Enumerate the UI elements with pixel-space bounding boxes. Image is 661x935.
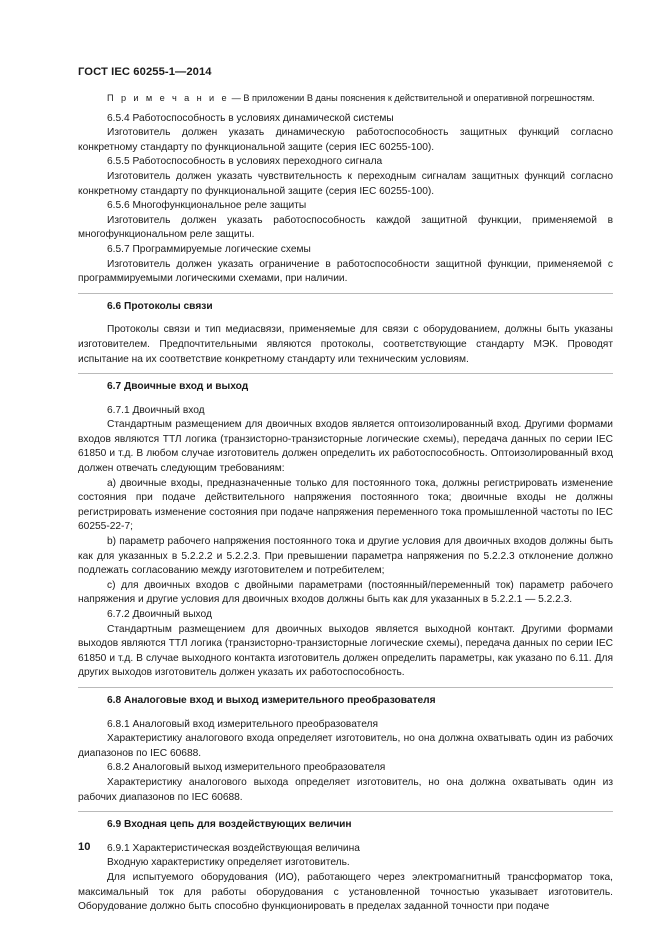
list-item-b: b) параметр рабочего напряжения постоянного тока и другие условия для двоичных входов должны быть как для указанных в 5.2.2.2 и 5.2.2.3. При превышении параметра напряжения по 5.2.2.3 отклонение должно подлежать согласованию между изготовителем и потребителем;	[78, 536, 613, 577]
subsection-6-9-1-text: Входную характеристику определяет изготовитель.	[107, 857, 350, 869]
subsection-6-8-1-heading: 6.8.1 Аналоговый вход измерительного преобразователя	[107, 718, 378, 730]
section-divider	[78, 687, 613, 688]
page-number: 10	[78, 841, 91, 853]
list-item-c: с) для двоичных входов с двойными параметрами (постоянный/переменный ток) параметр рабочего напряжения и другие условия для двоичных входов должны быть как для указанных в 5.2.2.1 — 5.2.2.3.	[78, 579, 613, 606]
subsection-6-5-6-heading: 6.5.6 Многофункциональное реле защиты	[107, 200, 307, 212]
document-header: ГОСТ IEC 60255-1—2014	[78, 66, 212, 78]
subsection-6-5-6-text: Изготовитель должен указать работоспособность каждой защитной функции, применяемой в многофункциональном реле защиты.	[78, 214, 613, 241]
section-6-8-heading: 6.8 Аналоговые вход и выход измерительного преобразователя	[107, 694, 436, 706]
subsection-6-5-4-heading: 6.5.4 Работоспособность в условиях динамической системы	[107, 112, 394, 124]
section-divider	[78, 293, 613, 294]
subsection-6-8-2-text: Характеристику аналогового выхода определяет изготовитель, но она должна охватывать один из рабочих диапазонов по IEC 60688.	[78, 776, 613, 803]
list-item-a: а) двоичные входы, предназначенные только для постоянного тока, должны регистрировать изменение состояния при подаче действительного напряжения постоянного тока; двоичные входы не должны регистрировать изменение состояния при подаче напряжения переменного тока промышленной частоты по IEC 60255-22-7;	[78, 477, 613, 533]
subsection-6-7-1-heading: 6.7.1 Двоичный вход	[107, 404, 205, 416]
page-content	[78, 91, 613, 915]
section-divider	[78, 373, 613, 374]
subsection-6-8-1-text: Характеристику аналогового входа определяет изготовитель, но она должна охватывать один из рабочих диапазонов по IEC 60688.	[78, 733, 613, 759]
section-6-6-text: Протоколы связи и тип медиасвязи, применяемые для связи с оборудованием, должны быть указаны изготовителем. Предпочтительными являются протоколы, соответствующие стандарту МЭК. Проводят испытание на их соответствие конкретному стандарту или техническим условиям.	[78, 324, 613, 365]
subsection-6-7-1-text: Стандартным размещением для двоичных входов является оптоизолированный вход. Другими формами входов являются ТТЛ логика (транзисторно-транзисторные логические схемы), передача данных по серии IEC 61850 и т.д. В любом случае изготовитель должен определить их работоспособность. Оптоизолированный вход должен отвечать следующим требованиям:	[78, 419, 613, 475]
subsection-6-9-1-heading: 6.9.1 Характеристическая воздействующая величина	[107, 842, 360, 854]
section-6-9-heading: 6.9 Входная цепь для воздействующих величин	[107, 819, 352, 831]
subsection-6-5-4-text: Изготовитель должен указать динамическую работоспособность защитных функций согласно конкретному стандарту по функциональной защите (серия IEC 60255-100).	[78, 127, 613, 153]
subsection-6-8-2-heading: 6.8.2 Аналоговый выход измерительного преобразователя	[107, 762, 386, 774]
subsection-6-5-7-heading: 6.5.7 Программируемые логические схемы	[107, 243, 311, 255]
subsection-6-5-5-heading: 6.5.5 Работоспособность в условиях переходного сигнала	[107, 156, 383, 168]
note	[78, 91, 613, 106]
section-6-7-heading: 6.7 Двоичные вход и выход	[107, 381, 249, 393]
note-label: П р и м е ч а н и е	[107, 93, 230, 103]
note-text: — В приложении В даны пояснения к действительной и оперативной погрешностям.	[229, 93, 595, 103]
subsection-6-5-5-text: Изготовитель должен указать чувствительность к переходным сигналам защитных функций согласно конкретному стандарту по функциональной защите (серия IEC 60255-100).	[78, 170, 613, 197]
subsection-6-5-7-text: Изготовитель должен указать ограничение в работоспособности защитной функции, применяемой с программируемыми логическими схемами, при наличии.	[78, 258, 613, 285]
section-6-6-heading: 6.6 Протоколы связи	[107, 300, 213, 312]
subsection-6-9-1-text-continued: Для испытуемого оборудования (ИО), работающего через электромагнитный трансформатор тока, максимальный ток для работы оборудования с установленной точностью указывает изготовитель. Оборудование должно быть способно функционировать в пределах заданной точности при подаче	[78, 871, 613, 913]
section-divider	[78, 811, 613, 812]
subsection-6-7-2-text: Стандартным размещением для двоичных выходов является выходной контакт. Другими формами выходов являются ТТЛ логика (транзисторно-транзисторные логические схемы), передача данных по серии IEC 61850 и т.д. В случае выходного контакта изготовитель должен определить параметры, как указано по 6.11. Для других выходов изготовитель должен указать их работоспособность.	[78, 623, 613, 679]
subsection-6-7-2-heading: 6.7.2 Двоичный выход	[107, 609, 212, 620]
